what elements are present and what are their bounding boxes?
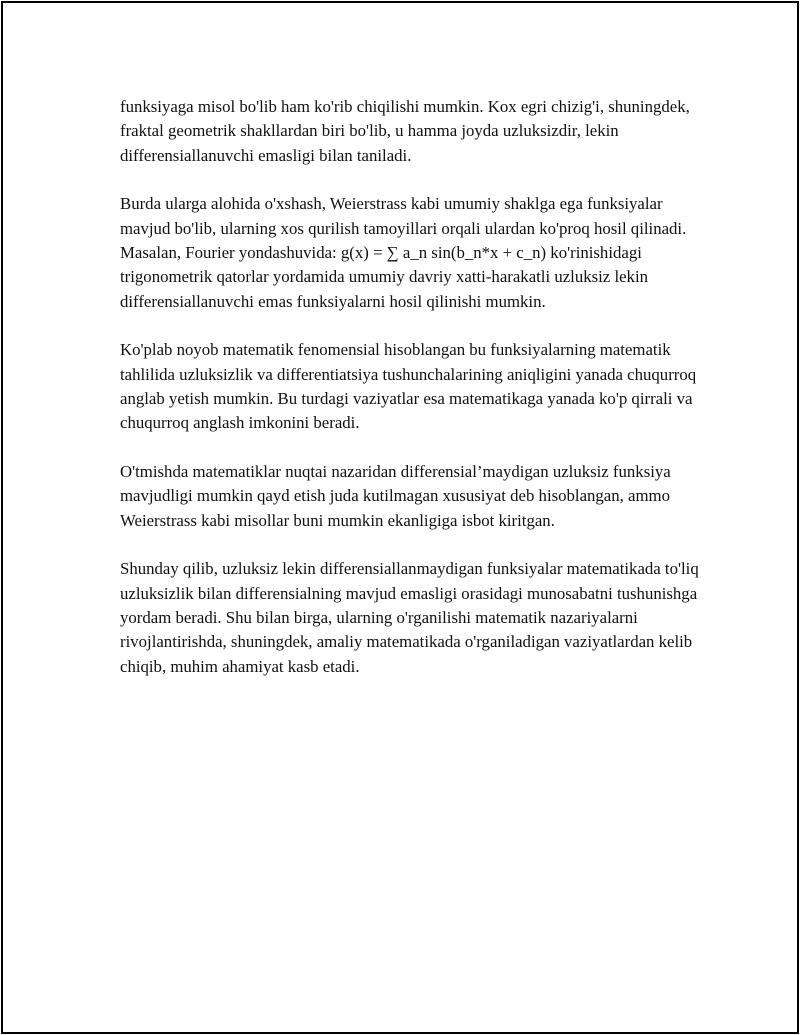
paragraph-4: O'tmishda matematiklar nuqtai nazaridan differensial’maydigan uzluksiz funksiya mavjudligi mumkin qayd etish juda kutilmagan xususiyat deb hisoblangan, ammo Weierstrass kabi misollar buni mumkin ekanligiga isbot kiritgan. (120, 462, 671, 530)
document-page (1, 1, 799, 1034)
paragraph-3: Ko'plab noyob matematik fenomensial hisoblangan bu funksiyalarning matematik tahlilida uzluksizlik va differentiatsiya tushunchalarining aniqligini yanada chuqurroq anglab yetish mumkin. Bu turdagi vaziyatlar esa matematikaga yanada ko'p qirrali va chuqurroq anglash imkonini beradi. (120, 340, 697, 433)
document-body (120, 95, 700, 703)
paragraph-1: funksiyaga misol bo'lib ham ko'rib chiqilishi mumkin. Kox egri chizig'i, shuningdek, fraktal geometrik shakllardan biri bo'lib, u hamma joyda uzluksizdir, lekin differensiallanuvchi emasligi bilan taniladi. (120, 97, 690, 165)
paragraph-2: Burda ularga alohida o'xshash, Weierstrass kabi umumiy shaklga ega funksiyalar mavjud bo'lib, ularning xos qurilish tamoyillari orqali ulardan ko'proq hosil qilinadi. Masalan, Fourier yondashuvida: g(x) = ∑ a_n sin(b_n*x + c_n) ko'rinishidagi trigonometrik qatorlar yordamida umumiy davriy xatti-harakatli uzluksiz lekin differensiallanuvchi emas funksiyalarni hosil qilinishi mumkin. (120, 194, 687, 311)
paragraph-5: Shunday qilib, uzluksiz lekin differensiallanmaydigan funksiyalar matematikada to'liq uzluksizlik bilan differensialning mavjud emasligi orasidagi munosabatni tushunishga yordam beradi. Shu bilan birga, ularning o'rganilishi matematik nazariyalarni rivojlantirishda, shuningdek, amaliy matematikada o'rganiladigan vaziyatlardan kelib chiqib, muhim ahamiyat kasb etadi. (120, 559, 699, 676)
